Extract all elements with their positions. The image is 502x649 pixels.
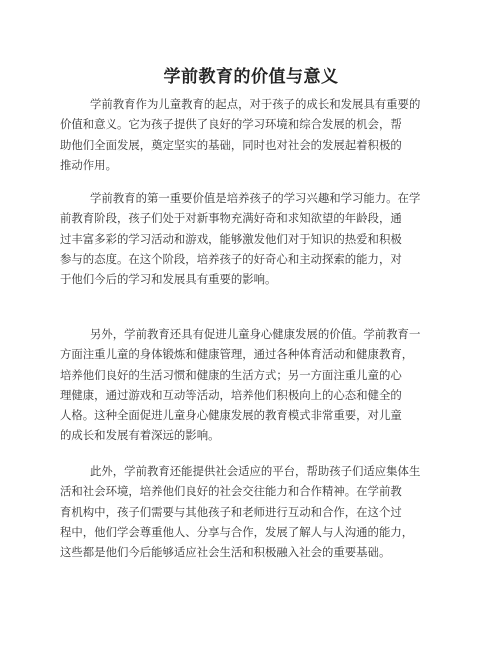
paragraph-1 [60,94,450,175]
paragraph-3 [60,324,450,446]
paragraph-4 [60,461,450,562]
paragraph-line: 过丰富多彩的学习活动和游戏，能够激发他们对于知识的热爱和积极 [60,231,402,246]
paragraph-line: 前教育阶段，孩子们处于对新事物充满好奇和求知欲望的年龄段，通 [60,211,402,226]
paragraph-line: 助他们全面发展，奠定坚实的基础，同时也对社会的发展起着积极的 [60,137,402,152]
paragraph-2 [60,188,450,289]
paragraph-line: 参与的态度。在这个阶段，培养孩子的好奇心和主动探索的能力，对 [60,251,402,266]
paragraph-line: 理健康，通过游戏和互动等活动，培养他们积极向上的心态和健全的 [60,387,402,402]
paragraph-line: 此外，学前教育还能提供社会适应的平台，帮助孩子们适应集体生 [90,464,421,478]
paragraph-line: 学前教育的第一重要价值是培养孩子的学习兴趣和学习能力。在学 [90,191,421,205]
paragraph-line: 程中，他们学会尊重他人、分享与合作，发展了解人与人沟通的能力， [60,524,414,539]
paragraph-line: 的成长和发展有着深远的影响。 [60,428,220,443]
paragraph-line: 育机构中，孩子们需要与其他孩子和老师进行互动和合作，在这个过 [60,504,402,519]
paragraph-line: 学前教育作为儿童教育的起点，对于孩子的成长和发展具有重要的 [90,97,421,111]
paragraph-line: 推动作用。 [60,157,117,172]
paragraph-line: 活和社会环境，培养他们良好的社会交往能力和合作精神。在学前教 [60,484,402,499]
page-title: 学前教育的价值与意义 [163,67,339,87]
paragraph-line: 培养他们良好的生活习惯和健康的生活方式；另一方面注重儿童的心 [60,367,402,382]
paragraph-line: 另外，学前教育还具有促进儿童身心健康发展的价值。学前教育一 [90,327,421,341]
paragraph-line: 于他们今后的学习和发展具有重要的影响。 [60,272,277,287]
paragraph-line: 人格。这种全面促进儿童身心健康发展的教育模式非常重要，对儿童 [60,408,402,423]
paragraph-line: 价值和意义。它为孩子提供了良好的学习环境和综合发展的机会，帮 [60,117,402,132]
paragraph-line: 这些都是他们今后能够适应社会生活和积极融入社会的重要基础。 [60,545,391,560]
paragraph-line: 方面注重儿童的身体锻炼和健康管理，通过各种体育活动和健康教育， [60,347,414,362]
